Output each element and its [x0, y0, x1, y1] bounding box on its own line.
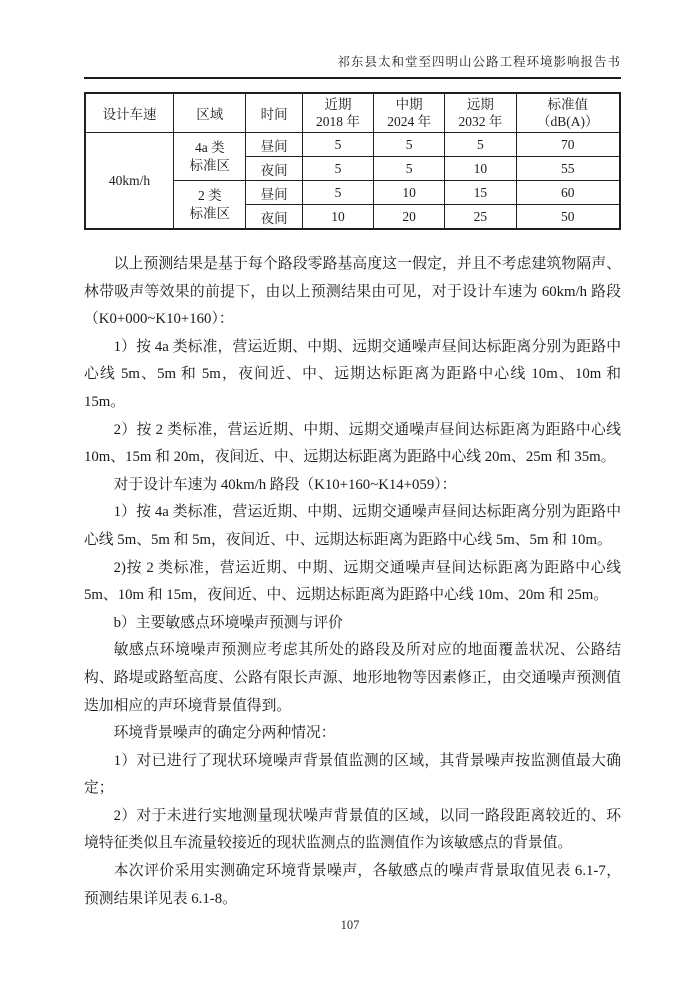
- cell-far-value: 5: [445, 133, 516, 157]
- far-term-year: 2032 年: [458, 114, 503, 129]
- cell-mid-value: 5: [374, 157, 445, 181]
- paragraph-background-noise-intro: 环境背景噪声的确定分两种情况：: [113, 725, 336, 742]
- cell-time-night: 夜间: [246, 157, 302, 181]
- far-term-label: 远期: [466, 97, 494, 112]
- cell-standard-value: 55: [516, 157, 620, 181]
- cell-near-value: 5: [302, 181, 373, 205]
- col-header-near-term: [302, 93, 373, 133]
- zone-4a-line2: 标准区: [189, 157, 231, 173]
- mid-term-label: 中期: [395, 97, 423, 112]
- paragraph-intro-60kmh: 以上预测结果是基于每个路段零路基高度这一假定，并且不考虑建筑物隔声、林带吸声等效果的前提下，由以上预测结果由可见，对于设计车速为 60km/h 路段（K0+000~K10+160）：: [84, 256, 621, 328]
- cell-standard-value: 50: [516, 205, 620, 230]
- running-header-text: 祁东县太和堂至四明山公路工程环境影响报告书: [337, 55, 621, 69]
- standard-value-unit: （dB(A)）: [537, 114, 599, 129]
- noise-attainment-table: [84, 92, 621, 230]
- cell-design-speed: 40km/h: [85, 133, 174, 230]
- col-header-zone: 区域: [174, 93, 246, 133]
- zone-4a-line1: 4a 类: [194, 139, 225, 155]
- paragraph-40kmh-4a-standard: 1）按 4a 类标准，营运近期、中期、远期交通噪声昼间达标距离分别为距路中心线 5m、5m 和 5m，夜间近、中、远期达标距离为距路中心线 5m、5m 和 10m。: [84, 504, 621, 548]
- col-header-time: 时间: [246, 93, 302, 133]
- col-header-design-speed: 设计车速: [85, 93, 174, 133]
- page-number: 107: [340, 918, 360, 932]
- table-row: [85, 133, 620, 157]
- zone-2-line1: 2 类: [197, 187, 222, 203]
- cell-time-day: 昼间: [246, 181, 302, 205]
- running-header: [84, 52, 621, 79]
- cell-near-value: 5: [302, 157, 373, 181]
- near-term-year: 2018 年: [316, 114, 360, 129]
- paragraph-60kmh-2-standard: 2）按 2 类标准，营运近期、中期、远期交通噪声昼间达标距离为距路中心线 10m、15m 和 20m，夜间近、中、远期达标距离为距路中心线 20m、25m 和 35m。: [84, 421, 621, 466]
- col-header-mid-term: [374, 93, 445, 133]
- cell-time-day: 昼间: [246, 133, 302, 157]
- mid-term-year: 2024 年: [387, 114, 432, 129]
- cell-zone-2: [174, 181, 246, 230]
- col-header-standard-value: [516, 93, 620, 133]
- col-header-far-term: [445, 93, 516, 133]
- cell-mid-value: 20: [374, 205, 445, 230]
- cell-standard-value: 60: [516, 181, 620, 205]
- paragraph-sensitive-point-prediction: 敏感点环境噪声预测应考虑其所处的路段及所对应的地面覆盖状况、公路结构、路堤或路堑高度、公路有限长声源、地形地物等因素修正，由交通噪声预测值迭加相应的声环境背景值得到。: [84, 642, 621, 714]
- cell-near-value: 10: [302, 205, 373, 230]
- paragraph-section-b-heading: b）主要敏感点环境噪声预测与评价: [113, 614, 343, 631]
- paragraph-intro-40kmh: 对于设计车速为 40km/h 路段（K10+160~K14+059）：: [113, 476, 457, 493]
- paragraph-40kmh-2-standard: 2)按 2 类标准，营运近期、中期、远期交通噪声昼间达标距离为距路中心线 5m、10m 和 15m，夜间近、中、远期达标距离为距路中心线 10m、20m 和 25m。: [84, 559, 621, 604]
- table-header-row: [85, 93, 620, 133]
- paragraph-background-case-2: 2）对于未进行实地测量现状噪声背景值的区域，以同一路段距离较近的、环境特征类似且车流量较接近的现状监测点的监测值作为该敏感点的背景值。: [84, 807, 621, 852]
- cell-far-value: 25: [445, 205, 516, 230]
- cell-zone-4a: [174, 133, 246, 181]
- cell-far-value: 15: [445, 181, 516, 205]
- paragraph-background-case-1: 1）对已进行了现状环境噪声背景值监测的区域，其背景噪声按监测值最大确定；: [84, 752, 621, 797]
- cell-time-night: 夜间: [246, 205, 302, 230]
- near-term-label: 近期: [324, 97, 352, 112]
- cell-near-value: 5: [302, 133, 373, 157]
- zone-2-line2: 标准区: [189, 205, 231, 221]
- cell-standard-value: 70: [516, 133, 620, 157]
- cell-far-value: 10: [445, 157, 516, 181]
- cell-mid-value: 5: [374, 133, 445, 157]
- paragraph-evaluation-tables: 本次评价采用实测确定环境背景噪声，各敏感点的噪声背景取值见表 6.1-7，预测结果详见表 6.1-8。: [84, 863, 621, 907]
- page-content: [84, 52, 621, 913]
- paragraph-60kmh-4a-standard: 1）按 4a 类标准，营运近期、中期、远期交通噪声昼间达标距离分别为距路中心线 5m、5m 和 5m，夜间近、中、远期达标距离为距路中心线 10m、10m 和 15m。: [84, 338, 621, 410]
- standard-value-label: 标准值: [547, 97, 588, 112]
- cell-mid-value: 10: [374, 181, 445, 205]
- body-text: [84, 251, 621, 913]
